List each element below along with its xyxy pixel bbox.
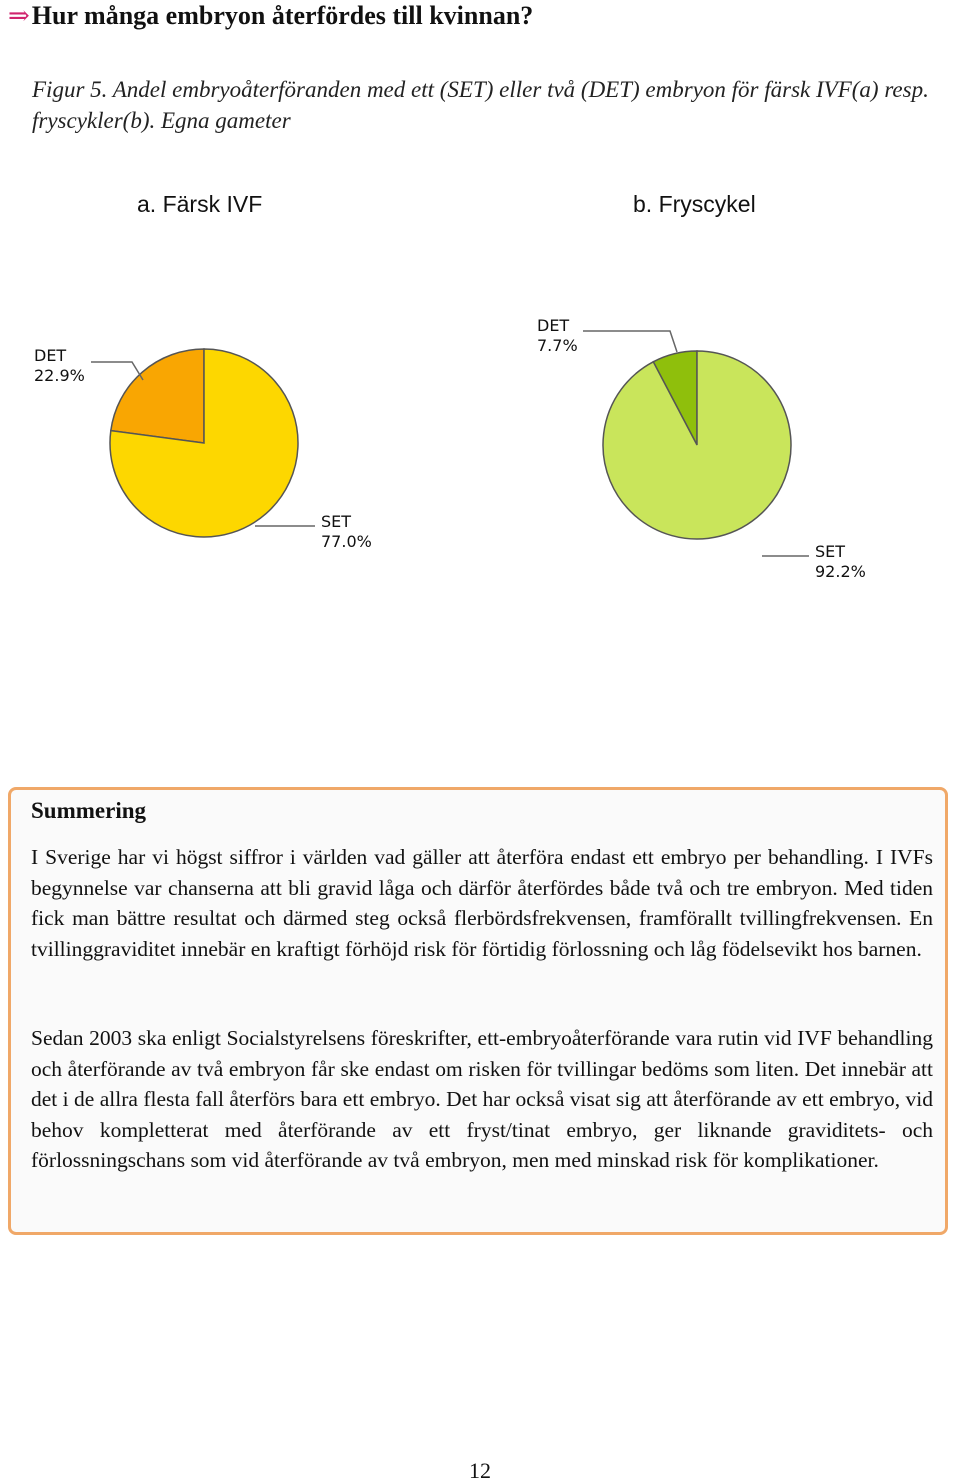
summary-title: Summering bbox=[31, 798, 146, 823]
slice-name-label: DET bbox=[34, 346, 67, 365]
pie-chart-fresh-ivf bbox=[34, 346, 372, 551]
summary-box bbox=[8, 787, 948, 1235]
slice-percent-label: 92.2% bbox=[815, 562, 866, 581]
slice-percent-label: 7.7% bbox=[537, 336, 578, 355]
pie-slice-det bbox=[111, 349, 204, 443]
arrow-icon: ⇒ bbox=[8, 1, 30, 30]
slice-name-label: DET bbox=[537, 316, 570, 335]
pie-chart-frozen-cycle bbox=[537, 316, 866, 581]
slice-percent-label: 77.0% bbox=[321, 532, 372, 551]
heading-text: Hur många embryon återfördes till kvinnan? bbox=[31, 1, 534, 30]
chart-title-frozen-cycle: b. Fryscykel bbox=[633, 191, 756, 217]
summary-paragraph: I Sverige har vi högst siffror i världen vad gäller att återföra endast ett embryo per behandling. I IVFs begynnelse var chanserna att bli gravid låga och därför återfördes både två och tre embryon. Med tiden fick man bättre resultat och därmed steg också flerbördsfrekvensen, framförallt tvillingfrekvensen. En tvillinggraviditet innebär en kraftigt förhöjd risk för förtidig förlossning och låg födelsevikt hos barnen. bbox=[31, 845, 933, 961]
summary-paragraph: Sedan 2003 ska enligt Socialstyrelsens föreskrifter, ett-embryoåterförande vara rutin vid IVF behandling och återförande av två embryon får ske endast om risken för tvillingar bedöms som liten. Det innebär att det i de allra flesta fall återförs bara ett embryo. Det har också visat sig att återförande av ett embryo, vid behov kompletterat med återförande av ett fryst/tinat embryo, ger liknande graviditets- och förlossningschans som vid återförande av två embryon, men med minskad risk för komplikationer. bbox=[31, 1026, 933, 1172]
slice-name-label: SET bbox=[815, 542, 846, 561]
chart-title-fresh-ivf: a. Färsk IVF bbox=[137, 191, 263, 217]
pie-charts bbox=[0, 0, 960, 620]
slice-name-label: SET bbox=[321, 512, 352, 531]
figure-caption: Figur 5. Andel embryoåterföranden med ett (SET) eller två (DET) embryon för färsk IVF(a) resp. fryscykler(b). Egna gameter bbox=[32, 77, 929, 133]
slice-percent-label: 22.9% bbox=[34, 366, 85, 385]
pie-slice-set bbox=[603, 351, 791, 539]
leader-line-det bbox=[91, 362, 143, 380]
leader-line-det bbox=[583, 331, 677, 352]
page-number: 12 bbox=[469, 1458, 491, 1483]
